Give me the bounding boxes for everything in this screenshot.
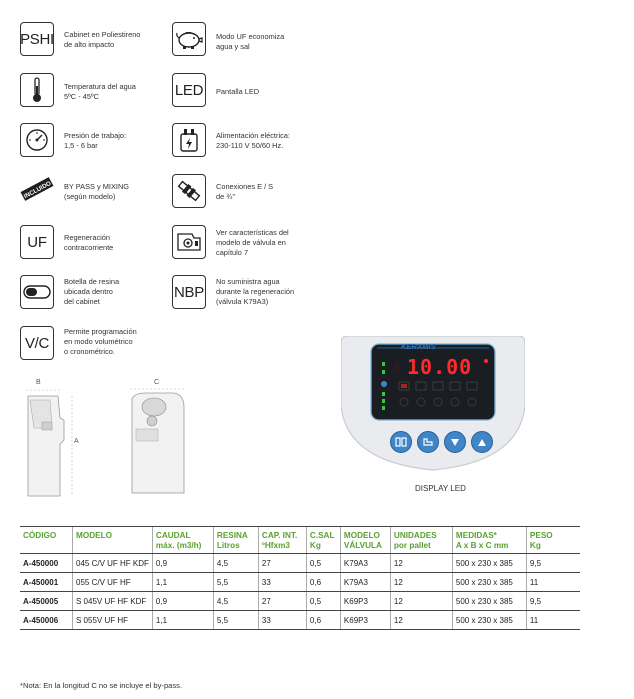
thermometer-icon — [20, 73, 54, 107]
table-row — [20, 573, 580, 592]
table-header-row — [20, 527, 580, 554]
cell-resina: 4,5 — [213, 592, 258, 611]
feature-text: Temperatura del agua 5ºC - 45ºC — [64, 82, 136, 101]
arrow-down-icon — [449, 436, 461, 448]
display-caption: DISPLAY LED — [415, 484, 466, 493]
cell-medidas: 500 x 230 x 385 — [452, 592, 526, 611]
power-plug-icon — [172, 123, 206, 157]
feature-text: No suministra agua durante la regeneración (válvula K79A3) — [216, 277, 295, 306]
uf-text-icon: UF — [20, 225, 54, 259]
cell-cap-int: 33 — [258, 573, 306, 592]
cell-peso: 11 — [526, 611, 580, 630]
feature-text: Alimentación eléctrica: 230-110 V 50/60 Hz. — [216, 131, 290, 150]
cell-caudal: 0,9 — [152, 592, 213, 611]
feature-text: Botella de resina ubicada dentro del cabinet — [64, 277, 120, 306]
svg-text:8: 8 — [393, 362, 401, 377]
cell-caudal: 0,9 — [152, 554, 213, 573]
cell-codigo: A-450005 — [20, 592, 73, 611]
cell-c-sal: 0,5 — [306, 592, 340, 611]
table-row — [20, 592, 580, 611]
dimension-b-label: B — [36, 379, 41, 386]
cell-resina: 5,5 — [213, 611, 258, 630]
header-medidas: MEDIDAS* A x B x C mm — [452, 527, 526, 554]
led-text-icon: LED — [172, 73, 206, 107]
cell-c-sal: 0,5 — [306, 554, 340, 573]
cell-caudal: 1,1 — [152, 611, 213, 630]
cell-valvula: K69P3 — [340, 611, 390, 630]
specifications-table — [20, 526, 580, 630]
header-caudal: CAUDAL máx. (m3/h) — [152, 527, 213, 554]
menu-icon — [395, 436, 407, 448]
feature-text: Regeneración contracorriente — [64, 233, 114, 252]
cell-caudal: 1,1 — [152, 573, 213, 592]
cell-unidades: 12 — [390, 573, 452, 592]
feature-text: Ver características del modelo de válvula en capítulo 7 — [216, 228, 289, 257]
regeneration-icon — [422, 436, 434, 448]
menu-button[interactable] — [390, 431, 412, 453]
arrow-up-icon — [476, 436, 488, 448]
cell-medidas: 500 x 230 x 385 — [452, 554, 526, 573]
cell-valvula: K79A3 — [340, 554, 390, 573]
cell-cap-int: 27 — [258, 554, 306, 573]
table-row — [20, 611, 580, 630]
cell-resina: 4,5 — [213, 554, 258, 573]
down-button[interactable] — [444, 431, 466, 453]
cell-unidades: 12 — [390, 592, 452, 611]
up-button[interactable] — [471, 431, 493, 453]
dimension-c-label: C — [154, 379, 160, 386]
cell-valvula: K79A3 — [340, 573, 390, 592]
product-front-drawing — [20, 378, 110, 502]
feature-text: Pantalla LED — [216, 87, 260, 96]
header-modelo: MODELO — [73, 527, 153, 554]
header-peso: PESO Kg — [526, 527, 580, 554]
pshi-text-icon: PSHI — [20, 22, 54, 56]
feature-text: Conexiones E / S de ¾" — [216, 182, 274, 201]
cell-peso: 11 — [526, 573, 580, 592]
cell-cap-int: 27 — [258, 592, 306, 611]
feature-text: BY PASS y MIXING (según modelo) — [64, 182, 130, 201]
footnote: *Nota: En la longitud C no se incluye el by-pass. — [20, 681, 183, 690]
cell-resina: 5,5 — [213, 573, 258, 592]
header-unidades: UNIDADES por pallet — [390, 527, 452, 554]
pressure-gauge-icon — [20, 123, 54, 157]
header-cap-int: CAP. INT. ºHfxm3 — [258, 527, 306, 554]
feature-text: Permite programación en modo volumétrico o cronométrico. — [64, 327, 137, 356]
regeneration-button[interactable] — [417, 431, 439, 453]
header-codigo: CÓDIGO — [20, 527, 73, 554]
feature-text: Presión de trabajo: 1,5 - 6 bar — [64, 131, 127, 150]
included-stamp-icon — [20, 176, 54, 202]
nbp-text-icon: NBP — [172, 275, 206, 309]
display-readout: 10.00 — [407, 355, 473, 379]
dimension-a-label: A — [74, 438, 79, 445]
cell-modelo: 055 C/V UF HF — [73, 573, 153, 592]
cell-cap-int: 33 — [258, 611, 306, 630]
cell-peso: 9,5 — [526, 554, 580, 573]
header-modelo-valvula: MODELO VÁLVULA — [340, 527, 390, 554]
piggy-bank-icon — [172, 22, 206, 56]
table-row — [20, 554, 580, 573]
resin-bottle-icon — [20, 275, 54, 309]
cell-codigo: A-450000 — [20, 554, 73, 573]
cell-codigo: A-450006 — [20, 611, 73, 630]
cell-c-sal: 0,6 — [306, 611, 340, 630]
cell-codigo: A-450001 — [20, 573, 73, 592]
svg-text:INCLUIDO: INCLUIDO — [22, 180, 53, 201]
cell-modelo: S 045V UF HF KDF — [73, 592, 153, 611]
cell-modelo: 045 C/V UF HF KDF — [73, 554, 153, 573]
header-c-sal: C.SAL Kg — [306, 527, 340, 554]
cell-modelo: S 055V UF HF — [73, 611, 153, 630]
cell-unidades: 12 — [390, 611, 452, 630]
pipe-connection-icon — [172, 174, 206, 208]
cell-medidas: 500 x 230 x 385 — [452, 573, 526, 592]
cell-valvula: K69P3 — [340, 592, 390, 611]
header-resina: RESINA Litros — [213, 527, 258, 554]
cell-peso: 9,5 — [526, 592, 580, 611]
feature-text: Modo UF economiza agua y sal — [216, 32, 285, 51]
valve-icon — [172, 225, 206, 259]
product-side-drawing — [124, 385, 194, 501]
led-display-panel — [341, 336, 525, 472]
cell-medidas: 500 x 230 x 385 — [452, 611, 526, 630]
display-brand: KERAMIS — [401, 342, 436, 351]
feature-text: Cabinet en Poliestireno de alto impacto — [64, 30, 141, 49]
vc-text-icon: V/C — [20, 326, 54, 360]
cell-unidades: 12 — [390, 554, 452, 573]
cell-c-sal: 0,6 — [306, 573, 340, 592]
